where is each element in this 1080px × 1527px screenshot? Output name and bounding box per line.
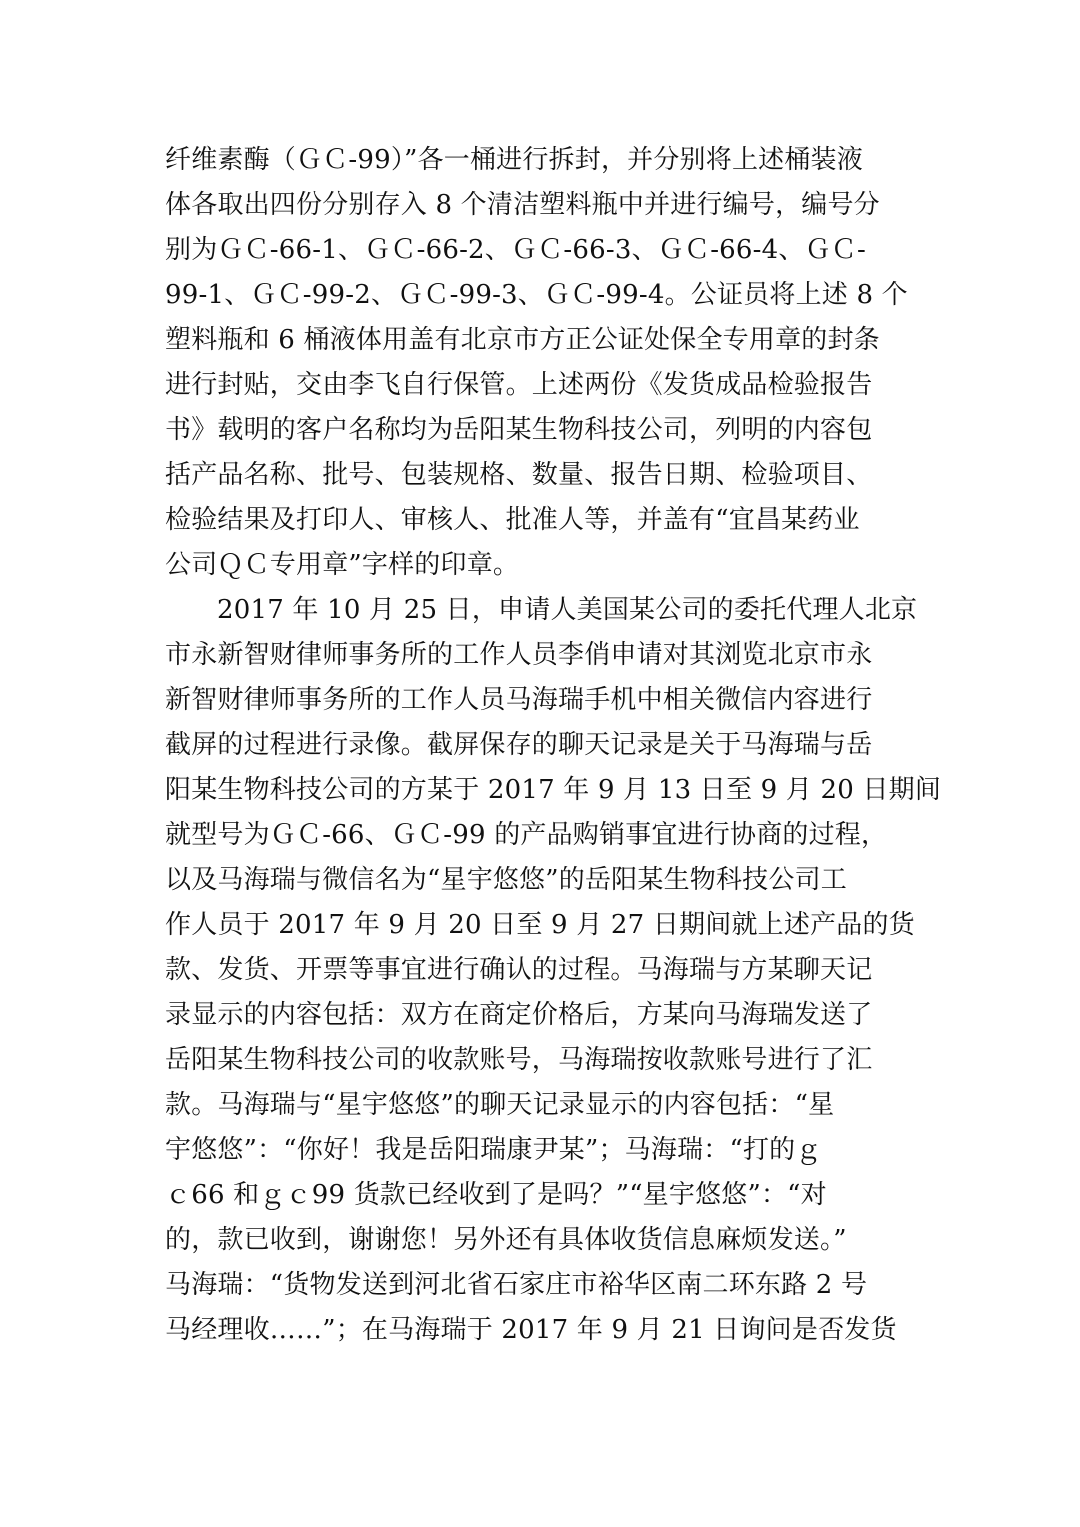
text-line: 的，款已收到，谢谢您！另外还有具体收货信息麻烦发送。”: [165, 1225, 847, 1255]
text-line: 99-1、ＧＣ-99-2、ＧＣ-99-3、ＧＣ-99-4。公证员将上述 8 个: [165, 280, 908, 310]
text-line: ｃ66 和ｇｃ99 货款已经收到了是吗？”“星宇悠悠”：“对: [165, 1180, 827, 1210]
text-line: 纤维素酶（ＧＣ-99）”各一桶进行拆封，并分别将上述桶装液: [165, 145, 863, 175]
text-line: 以及马海瑞与微信名为“星宇悠悠”的岳阳某生物科技公司工: [165, 865, 847, 895]
text-line: 新智财律师事务所的工作人员马海瑞手机中相关微信内容进行: [165, 685, 873, 715]
text-line: 塑料瓶和 6 桶液体用盖有北京市方正公证处保全专用章的封条: [165, 325, 880, 355]
text-line: 公司ＱＣ专用章”字样的印章。: [165, 550, 520, 580]
text-line: 进行封贴，交由李飞自行保管。上述两份《发货成品检验报告: [165, 370, 873, 400]
text-line: 款。马海瑞与“星宇悠悠”的聊天记录显示的内容包括：“星: [165, 1090, 835, 1120]
text-line: 阳某生物科技公司的方某于 2017 年 9 月 13 日至 9 月 20 日期间: [165, 775, 942, 805]
text-line: 检验结果及打印人、审核人、批准人等，并盖有“宜昌某药业: [165, 505, 860, 535]
text-line: 就型号为ＧＣ-66、ＧＣ-99 的产品购销事宜进行协商的过程，: [165, 820, 888, 850]
text-line: 岳阳某生物科技公司的收款账号，马海瑞按收款账号进行了汇: [165, 1045, 873, 1075]
text-line: 款、发货、开票等事宜进行确认的过程。马海瑞与方某聊天记: [165, 955, 873, 985]
text-line: 括产品名称、批号、包装规格、数量、报告日期、检验项目、: [165, 460, 873, 490]
text-line: 录显示的内容包括：双方在商定价格后，方某向马海瑞发送了: [165, 1000, 873, 1030]
text-line: 市永新智财律师事务所的工作人员李俏申请对其浏览北京市永: [165, 640, 873, 670]
text-line: 马经理收……”；在马海瑞于 2017 年 9 月 21 日询问是否发货: [165, 1315, 897, 1345]
text-line: 体各取出四份分别存入 8 个清洁塑料瓶中并进行编号，编号分: [165, 190, 880, 220]
document-body: [165, 138, 942, 1353]
text-line: 书》载明的客户名称均为岳阳某生物科技公司，列明的内容包: [165, 415, 873, 445]
text-line: 马海瑞：“货物发送到河北省石家庄市裕华区南二环东路 2 号: [165, 1270, 868, 1300]
text-line: 别为ＧＣ-66-1、ＧＣ-66-2、ＧＣ-66-3、ＧＣ-66-4、ＧＣ-: [165, 235, 866, 265]
text-line: 宇悠悠”：“你好！我是岳阳瑞康尹某”；马海瑞：“打的ｇ: [165, 1135, 822, 1165]
paragraph-start-line: 2017 年 10 月 25 日，申请人美国某公司的委托代理人北京: [217, 595, 918, 625]
text-line: 作人员于 2017 年 9 月 20 日至 9 月 27 日期间就上述产品的货: [165, 910, 915, 940]
text-line: 截屏的过程进行录像。截屏保存的聊天记录是关于马海瑞与岳: [165, 730, 873, 760]
